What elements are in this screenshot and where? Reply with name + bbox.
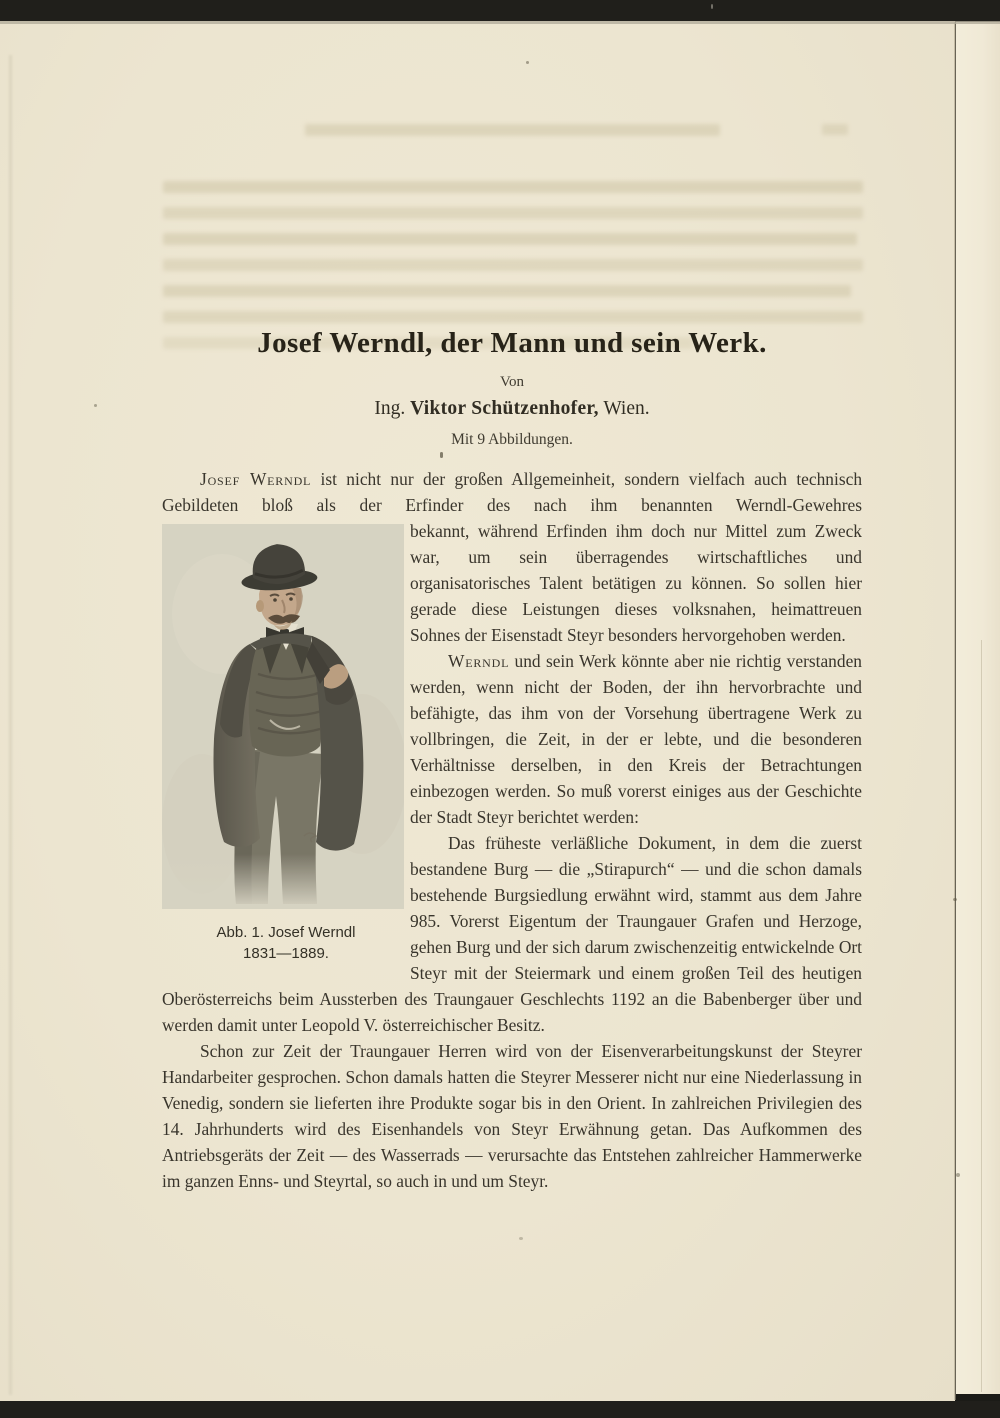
speck bbox=[94, 404, 97, 407]
author-city: Wien. bbox=[603, 398, 650, 419]
figures-note: Mit 9 Abbildungen. bbox=[451, 431, 573, 448]
speck bbox=[956, 1173, 960, 1177]
byline-intro: Von bbox=[500, 374, 524, 390]
paragraph-2-text: und sein Werk könnte aber nie richtig verstanden werden, wenn nicht der Boden, der ihn hervorbrachte und befähigte, das ihm von der Vorsehung übertragene Werk zu vollbringen, die Zeit, in der er lebte, und die besonderen Verhältnisse derselben, in den Kreis der Betrachtungen einbezogen werden. So muß vorerst einiges aus der Geschichte der Stadt Steyr berichtet werden: bbox=[410, 651, 862, 827]
article-title: Josef Werndl, der Mann und sein Werk. bbox=[257, 327, 767, 359]
speck bbox=[711, 4, 713, 9]
figure-caption-line2: 1831—1889. bbox=[243, 945, 329, 962]
author-line bbox=[162, 398, 862, 420]
speck bbox=[526, 61, 529, 64]
page-edge-line bbox=[954, 22, 956, 1400]
paragraph-2-lead-name: Werndl bbox=[448, 651, 510, 671]
paragraph-4: Schon zur Zeit der Traungauer Herren wird von der Eisenverarbeitungskunst der Steyrer Handarbeiter gesprochen. Schon damals hatten die Steyrer Messerer nicht nur eine Niederlassung in Venedig, sondern sie lieferten ihre Produkte sogar bis in den Orient. In zahlreichen Privilegien des 14. Jahrhunderts wird des Eisenhandels von Steyr Erwähnung getan. Das Aufkommen des Antriebsgeräts der Zeit — des Wasserrads — verursachte das Entstehen zahlreicher Hammerwerke im ganzen Enns- und Steyrtal, so auch in und um Steyr. bbox=[162, 1041, 862, 1191]
author-name: Viktor Schützenhofer, bbox=[410, 398, 599, 419]
article bbox=[162, 327, 862, 1194]
paragraph-1-opening bbox=[162, 466, 862, 518]
portrait-josef-werndl-image bbox=[162, 524, 404, 909]
paragraph-1-before-figure: ist nicht nur der großen Allgemeinheit, sondern vielfach auch technisch Gebildeten bloß als der Erfinder des nach ihm benannten Werndl-Gewehres bbox=[162, 469, 863, 515]
speck bbox=[953, 898, 957, 901]
page-edge-line-faint bbox=[981, 640, 982, 1392]
figure-caption-line1: Abb. 1. Josef Werndl bbox=[216, 924, 356, 941]
scanner-background-top bbox=[0, 0, 1000, 21]
page-fold-shadow bbox=[9, 55, 12, 1395]
adjacent-page-edge bbox=[956, 22, 1000, 1394]
paragraph-1-after-figure: bekannt, während Erfinden ihm doch nur Mittel zum Zweck war, um sein überragendes wirtschaftliches und organisatorisches Talent betätigen zu können. So sollen hier gerade diese Leistungen dieses volksnahen, heimattreuen Sohnes der Eisenstadt Steyr besonders hervorgehoben werden. bbox=[410, 521, 862, 645]
body-text bbox=[162, 466, 862, 1194]
author-prefix: Ing. bbox=[374, 398, 406, 419]
paragraph-3: Das früheste verläßliche Dokument, in dem die zuerst bestandene Burg — die „Stirapurch“ — und die schon damals bestehende Burgsiedlung erwähnt wird, stammt aus dem Jahre 985. Vorerst Eigentum der Traungauer Grafen und Herzoge, gehen Burg und der sich darum zwischenzeitig entwickelnde Ort Steyr mit der Steiermark und einem großen Teil des heutigen Oberösterreichs beim Aussterben des Traungauer Geschlechts 1192 an die Babenberger über und werden damit unter Leopold V. österreichischer Besitz. bbox=[162, 833, 862, 1035]
scanner-background-bottom bbox=[0, 1401, 1000, 1418]
figure-1 bbox=[162, 524, 410, 964]
page-top-edge bbox=[0, 21, 1000, 24]
paragraph-1-lead-name: Josef Werndl bbox=[200, 469, 312, 489]
figure-caption bbox=[162, 922, 410, 964]
speck bbox=[519, 1237, 523, 1240]
